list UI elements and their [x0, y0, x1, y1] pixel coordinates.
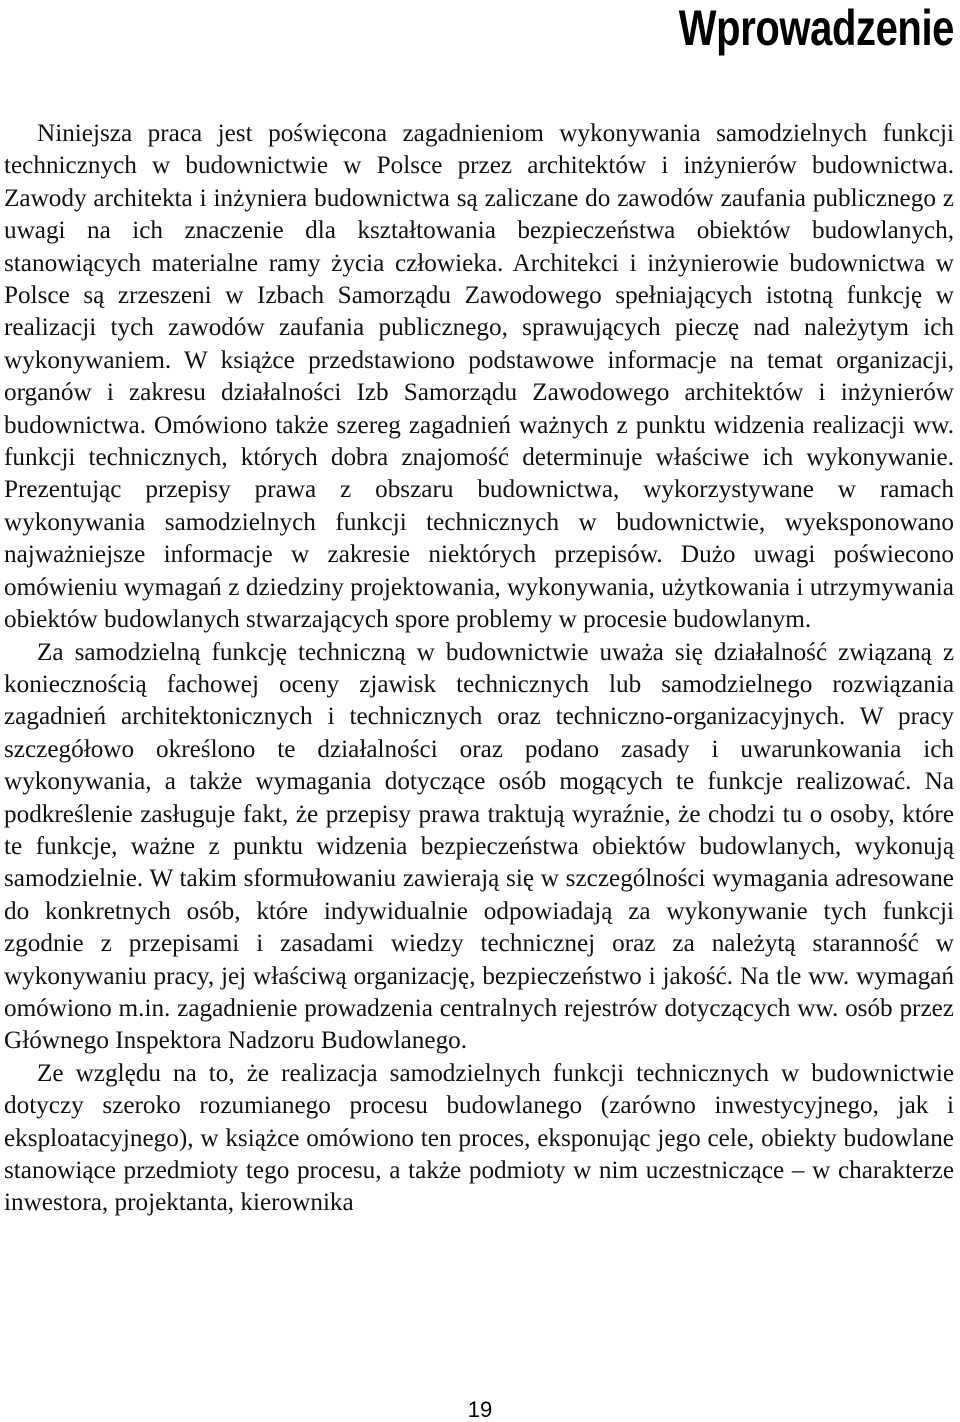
paragraph-2: Za samodzielną funkcję techniczną w budownictwie uważa się działalność związaną z koniecznością fachowej oceny zjawisk technicznych lub samodzielnego rozwiązania zagadnień architektonicznych i technicznych oraz techniczno-organizacyjnych. W pracy szczegółowo określono te działalności oraz podano zasady i uwarunkowania ich wykonywania, a także wymagania dotyczące osób mogących te funkcje realizować. Na podkreślenie zasługuje fakt, że przepisy prawa traktują wyraźnie, że chodzi tu o osoby, które te funkcje, ważne z punktu widzenia bezpieczeństwa obiektów budowlanych, wykonują samodzielnie. W takim sformułowaniu zawierają się w szczególności wymagania adresowane do konkretnych osób, które indywidualnie odpowiadają za wykonywanie tych funkcji zgodnie z przepisami i zasadami wiedzy technicznej oraz za należytą staranność w wykonywaniu pracy, jej właściwą organizację, bezpieczeństwo i jakość. Na tle ww. wymagań omówiono m.in. zagadnienie prowadzenia centralnych rejestrów dotyczących ww. osób przez Głównego Inspektora Nadzoru Budowlanego.	[4, 638, 954, 1055]
paragraph-1: Niniejsza praca jest poświęcona zagadnieniom wykonywania samodzielnych funkcji technicznych w budownictwie w Polsce przez architektów i inżynierów budownictwa. Zawody architekta i inżyniera budownictwa są zaliczane do zawodów zaufania publicznego z uwagi na ich znaczenie dla kształtowania bezpieczeństwa obiektów budowlanych, stanowiących materialne ramy życia człowieka. Architekci i inżynierowie budownictwa w Polsce są zrzeszeni w Izbach Samorządu Zawodowego spełniających istotną funkcję w realizacji tych zawodów zaufania publicznego, sprawujących pieczę nad należytym ich wykonywaniem. W książce przedstawiono podstawowe informacje na temat organizacji, organów i zakresu działalności Izb Samorządu Zawodowego architektów i inżynierów budownictwa. Omówiono także szereg zagadnień ważnych z punktu widzenia realizacji ww. funkcji technicznych, których dobra znajomość determinuje właściwe ich wykonywanie. Prezentując przepisy prawa z obszaru budownictwa, wykorzystywane w ramach wykonywania samodzielnych funkcji technicznych w budownictwie, wyeksponowano najważniejsze informacje w zakresie niektórych przepisów. Dużo uwagi poświecono omówieniu wymagań z dziedziny projektowania, wykonywania, użytkowania i utrzymywania obiektów budowlanych stwarzających spore problemy w procesie budowlanym.	[4, 120, 954, 634]
chapter-title: Wprowadzenie	[678, 0, 954, 56]
page-number: 19	[467, 1397, 493, 1422]
paragraph-3: Ze względu na to, że realizacja samodzielnych funkcji technicznych w budownictwie dotyczy szeroko rozumianego procesu budowlanego (zarówno inwestycyjnego, jak i eksploatacyjnego), w książce omówiono ten proces, eksponując jego cele, obiekty budowlane stanowiące przedmioty tego procesu, a także podmioty w nim uczestniczące – w charakterze inwestora, projektanta, kierownika	[4, 1059, 954, 1217]
body-text	[4, 118, 954, 1220]
